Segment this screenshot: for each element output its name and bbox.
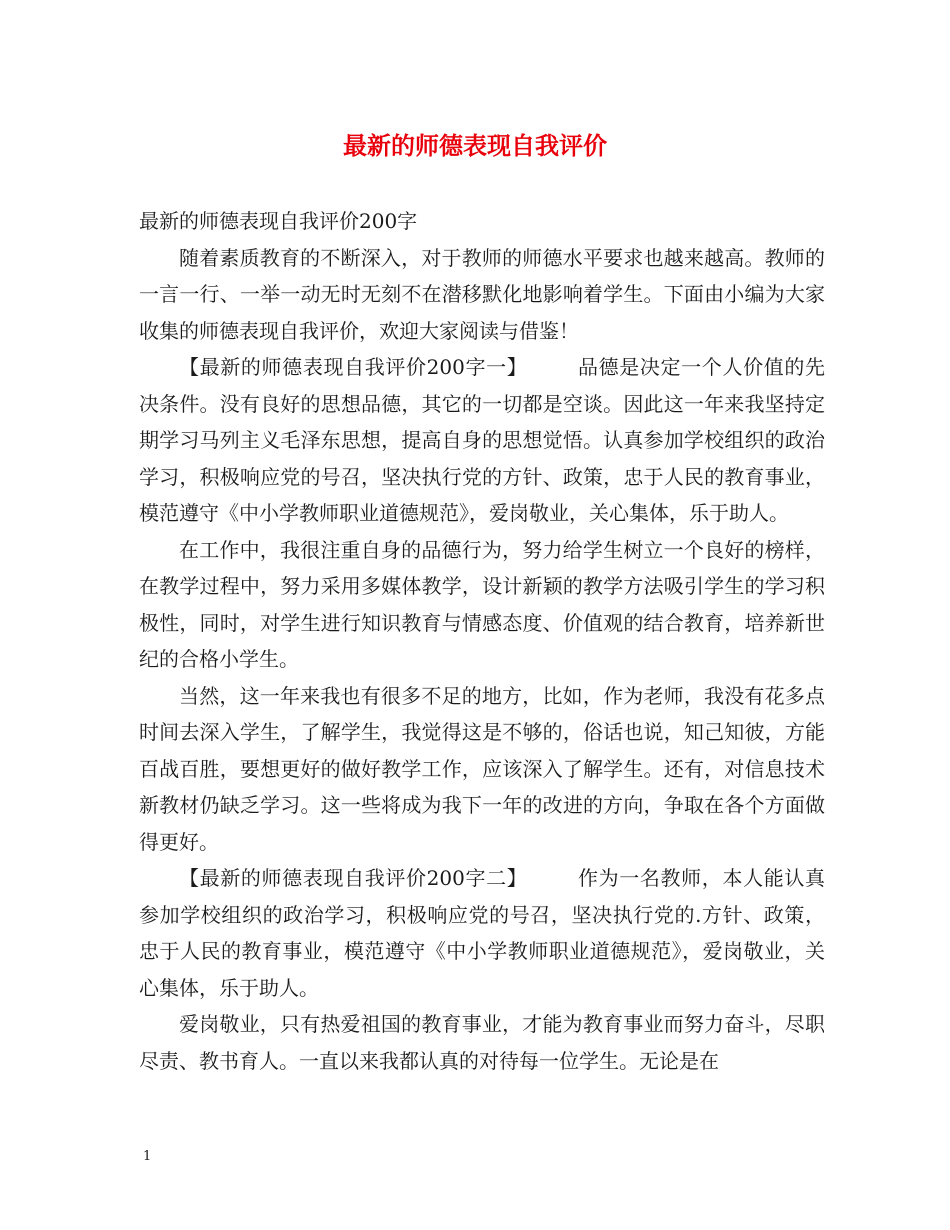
paragraph-text: 爱岗敬业，只有热爱祖国的教育事业，才能为教育事业而努力奋斗，尽职尽责、教书育人。一直以来我都认真的对待每一位学生。无论是在 xyxy=(139,1012,825,1073)
paragraph-text: 当然，这一年来我也有很多不足的地方，比如，作为老师，我没有花多点时间去深入学生，了解学生，我觉得这是不够的，俗话也说，知己知彼，方能百战百胜，要想更好的做好教学工作，应该深入了解学生。还有，对信息技术新教材仍缺乏学习。这一些将成为我下一年的改进的方向，争取在各个方面做得更好。 xyxy=(139,683,825,854)
paragraph-dedication xyxy=(139,1006,825,1079)
paragraph-text: 作为一名教师，本人能认真参加学校组织的政治学习，积极响应党的号召，坚决执行党的.方针、政策，忠于人民的教育事业，模范遵守《中小学教师职业道德规范》，爱岗敬业，关心集体，乐于助人。 xyxy=(139,866,825,1000)
section-heading: 【最新的师德表现自我评价200字二】 xyxy=(179,866,528,890)
paragraph-work-conduct xyxy=(139,532,825,678)
paragraph-text: 在工作中，我很注重自身的品德行为，努力给学生树立一个良好的榜样，在教学过程中，努力采用多媒体教学，设计新颖的教学方法吸引学生的学习积极性，同时，对学生进行知识教育与情感态度、价值观的结合教育，培养新世纪的合格小学生。 xyxy=(139,537,825,671)
section-heading: 【最新的师德表现自我评价200字一】 xyxy=(179,355,528,379)
document-body xyxy=(139,203,825,1079)
paragraph-text: 随着素质教育的不断深入，对于教师的师德水平要求也越来越高。教师的一言一行、一举一动无时无刻不在潜移默化地影响着学生。下面由小编为大家收集的师德表现自我评价，欢迎大家阅读与借鉴！ xyxy=(139,245,825,343)
page-number: 1 xyxy=(143,1149,152,1164)
page-title: 最新的师德表现自我评价 xyxy=(343,132,607,160)
paragraph-section-one xyxy=(139,349,825,532)
document-subtitle: 最新的师德表现自我评价200字 xyxy=(139,209,418,233)
paragraph-section-two xyxy=(139,860,825,1006)
paragraph-intro xyxy=(139,240,825,350)
paragraph-text: 品德是决定一个人价值的先决条件。没有良好的思想品德，其它的一切都是空谈。因此这一年来我坚持定期学习马列主义毛泽东思想，提高自身的思想觉悟。认真参加学校组织的政治学习，积极响应党的号召，坚决执行党的方针、政策，忠于人民的教育事业，模范遵守《中小学教师职业道德规范》，爱岗敬业，关心集体，乐于助人。 xyxy=(139,355,825,525)
paragraph-shortcomings xyxy=(139,678,825,861)
